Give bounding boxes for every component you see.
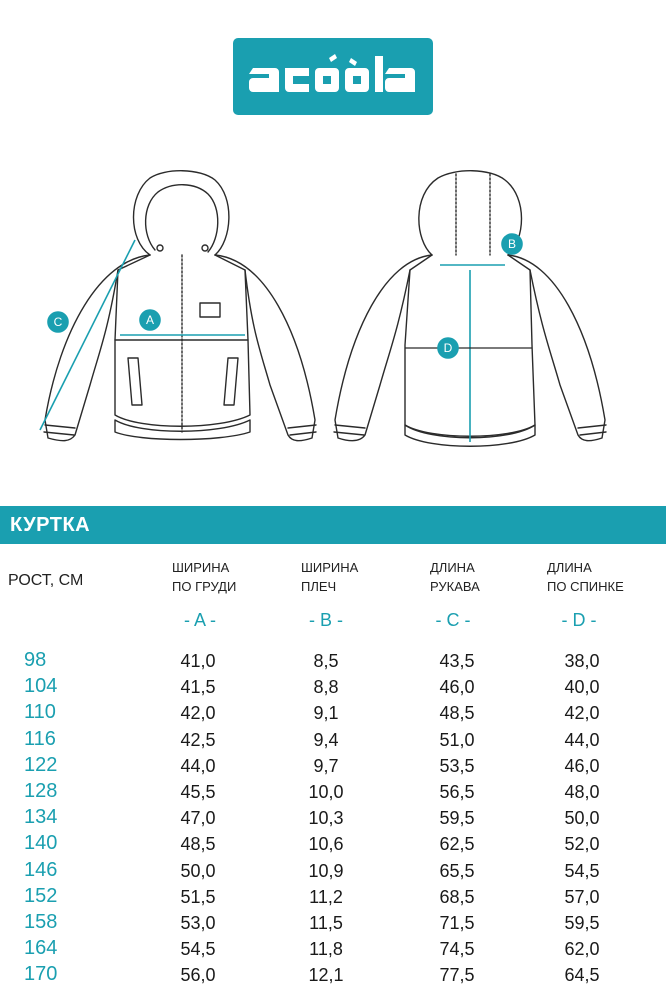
value-cell: 48,5: [439, 703, 475, 724]
table-row: [0, 674, 666, 700]
logo-wordmark: [233, 38, 433, 115]
marker-d-label: D: [443, 341, 453, 355]
column-letter-c: - C -: [435, 610, 471, 630]
column-letter-d: - D -: [561, 610, 597, 630]
value-cell: 45,5: [180, 781, 216, 802]
value-cell: 40,0: [564, 677, 600, 698]
size-cell: 146: [24, 858, 58, 881]
value-cell: 62,5: [439, 834, 475, 855]
value-cell: 54,5: [180, 939, 216, 960]
column-header-line: ПО ГРУДИ: [172, 579, 237, 594]
value-cell: 65,5: [439, 860, 475, 881]
table-row: [0, 962, 666, 988]
table-row: [0, 805, 666, 831]
value-cell: 43,5: [439, 651, 475, 671]
size-column-header: РОСТ, СМ: [8, 572, 84, 589]
size-cell: 152: [24, 884, 58, 907]
value-cell: 50,0: [180, 860, 216, 881]
size-cell: 158: [24, 910, 58, 933]
column-header-line: ПО СПИНКЕ: [547, 579, 624, 594]
value-cell: 53,0: [180, 912, 216, 933]
size-cell: 104: [24, 675, 58, 698]
table-row: [0, 700, 666, 726]
column-header-line: ШИРИНА: [301, 560, 359, 575]
column-letter-b: - B -: [309, 610, 343, 630]
value-cell: 56,5: [439, 781, 475, 802]
table-row: [0, 910, 666, 936]
column-header-shoulder-width: [301, 558, 358, 596]
jacket-front-drawing: [44, 171, 316, 441]
value-cell: 47,0: [180, 808, 216, 829]
value-cell: 9,4: [313, 729, 339, 750]
value-cell: 74,5: [439, 939, 475, 960]
value-cell: 46,0: [564, 755, 600, 776]
value-cell: 71,5: [439, 912, 475, 933]
jacket-size-diagram: [0, 160, 666, 470]
value-cell: 42,0: [180, 703, 216, 724]
table-row: [0, 936, 666, 962]
column-header-line: ПЛЕЧ: [301, 579, 337, 594]
value-cell: 54,5: [564, 860, 600, 881]
value-cell: 48,5: [180, 834, 216, 855]
value-cell: 53,5: [439, 755, 475, 776]
marker-a-label: A: [145, 313, 155, 327]
column-header-line: ШИРИНА: [172, 560, 230, 575]
table-row: [0, 727, 666, 753]
value-cell: 51,5: [180, 886, 216, 907]
column-header-line: РУКАВА: [430, 579, 480, 594]
table-row: [0, 648, 666, 674]
column-header-back-length: [547, 558, 624, 596]
value-cell: 10,9: [308, 860, 344, 881]
size-cell: 110: [24, 701, 56, 724]
value-cell: 11,2: [309, 886, 343, 907]
column-header-line: ДЛИНА: [547, 560, 592, 575]
column-header-sleeve-length: [430, 558, 480, 596]
value-cell: 10,3: [308, 808, 344, 829]
value-cell: 50,0: [564, 808, 600, 829]
size-cell: 116: [24, 727, 56, 750]
value-cell: 77,5: [439, 965, 475, 986]
table-row: [0, 779, 666, 805]
marker-b-label: B: [507, 237, 517, 251]
value-cell: 68,5: [439, 886, 475, 907]
value-cell: 8,5: [313, 651, 339, 671]
value-cell: 59,5: [564, 912, 600, 933]
value-cell: 42,5: [180, 729, 216, 750]
size-cell: 98: [24, 649, 47, 671]
marker-c-label: C: [53, 315, 63, 329]
column-header-chest-width: [172, 558, 236, 596]
value-cell: 10,0: [308, 781, 344, 802]
value-cell: 8,8: [313, 677, 339, 698]
value-cell: 41,5: [180, 677, 216, 698]
size-cell: 164: [24, 937, 58, 960]
value-cell: 42,0: [564, 703, 600, 724]
table-row: [0, 858, 666, 884]
value-cell: 38,0: [564, 651, 600, 671]
value-cell: 44,0: [564, 729, 600, 750]
value-cell: 48,0: [564, 781, 600, 802]
value-cell: 46,0: [439, 677, 475, 698]
product-title-bar: [0, 506, 666, 544]
value-cell: 11,8: [309, 939, 343, 960]
column-header-line: ДЛИНА: [430, 560, 475, 575]
size-table-body: [0, 648, 666, 988]
value-cell: 11,5: [309, 912, 343, 933]
value-cell: 9,1: [313, 703, 339, 724]
size-cell: 170: [24, 963, 58, 986]
brand-logo: [233, 38, 433, 115]
value-cell: 64,5: [564, 965, 600, 986]
value-cell: 10,6: [308, 834, 344, 855]
table-row: [0, 884, 666, 910]
table-row: [0, 753, 666, 779]
value-cell: 52,0: [564, 834, 600, 855]
table-row: [0, 831, 666, 857]
value-cell: 9,7: [313, 755, 339, 776]
value-cell: 51,0: [439, 729, 475, 750]
size-cell: 122: [24, 753, 58, 776]
value-cell: 41,0: [180, 651, 216, 671]
product-title: КУРТКА: [10, 514, 91, 536]
value-cell: 56,0: [180, 965, 216, 986]
column-letter-a: - A -: [183, 610, 216, 630]
value-cell: 59,5: [439, 808, 475, 829]
size-cell: 128: [24, 779, 58, 802]
value-cell: 62,0: [564, 939, 600, 960]
value-cell: 57,0: [564, 886, 600, 907]
size-cell: 140: [24, 832, 58, 855]
value-cell: 12,1: [308, 965, 344, 986]
value-cell: 44,0: [180, 755, 216, 776]
size-cell: 134: [24, 806, 58, 829]
